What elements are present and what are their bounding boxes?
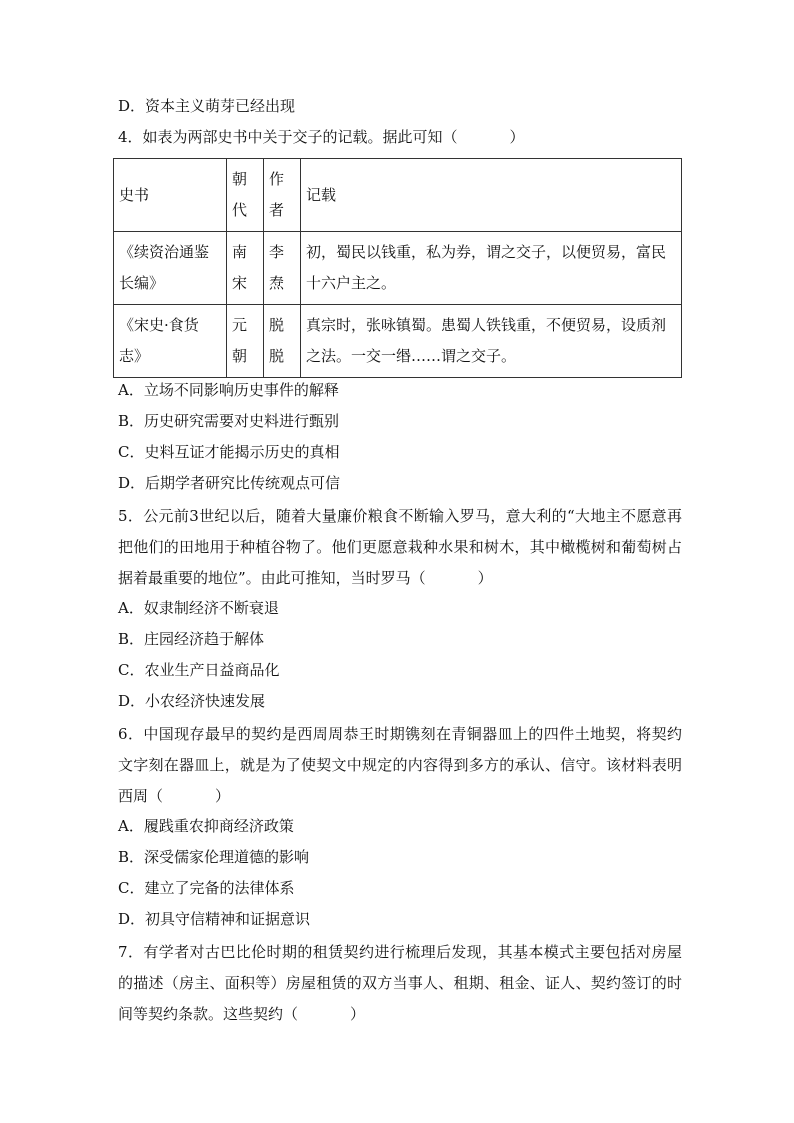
q4-stem [118,127,688,147]
cell-book: 《续资治通鉴长编》 [114,232,227,305]
q4-stem-close: ） [509,128,525,146]
q5-option-d: D．小农经济快速发展 [118,692,266,710]
header-author: 作者 [264,159,301,232]
q7-stem [118,937,682,1030]
q4-option-c: C．史料互证才能揭示历史的真相 [118,443,340,461]
table-header-row [114,159,682,232]
q5-stem-close: ） [477,569,493,587]
q3-option-d: D．资本主义萌芽已经出现 [118,97,296,115]
cell-author: 李焘 [264,232,301,305]
q4-option-a: A．立场不同影响历史事件的解释 [118,381,339,399]
cell-record: 真宗时，张咏镇蜀。患蜀人铁钱重，不便贸易，设质剂之法。一交一缗……谓之交子。 [301,305,682,378]
q4-stem-text: 4．如表为两部史书中关于交子的记载。据此可知（ [118,128,458,146]
q5-stem-text: 5．公元前3世纪以后，随着大量廉价粮食不断输入罗马，意大利的“大地主不愿意再把他们的田地用于种植谷物了。他们更愿意栽种水果和树木，其中橄榄树和葡萄树占据着最重要的地位”。由此可推知，当时罗马（ [118,507,682,587]
q6-option-a: A．履践重农抑商经济政策 [118,817,294,835]
table-row [114,232,682,305]
cell-author: 脱脱 [264,305,301,378]
q5-stem [118,501,682,594]
q6-stem-text: 6．中国现存最早的契约是西周周恭王时期镌刻在青铜器皿上的四件土地契，将契约文字刻在器皿上，就是为了使契文中规定的内容得到多方的承认、信守。该材料表明西周（ [118,725,682,805]
q4-option-b: B．历史研究需要对史料进行甄别 [118,412,340,430]
cell-dynasty: 南宋 [227,232,264,305]
q6-stem-close: ） [215,787,231,805]
q5-option-b: B．庄园经济趋于解体 [118,630,265,648]
q6-stem [118,719,682,812]
header-record: 记载 [301,159,682,232]
q5-option-a: A．奴隶制经济不断衰退 [118,599,279,617]
cell-book: 《宋史·食货志》 [114,305,227,378]
q6-option-b: B．深受儒家伦理道德的影响 [118,848,310,866]
q5-option-c: C．农业生产日益商品化 [118,661,280,679]
cell-record: 初，蜀民以钱重，私为券，谓之交子，以便贸易，富民十六户主之。 [301,232,682,305]
q7-stem-text: 7．有学者对古巴比伦时期的租赁契约进行梳理后发现，其基本模式主要包括对房屋的描述（房主、面积等）房屋租赁的双方当事人、租期、租金、证人、契约签订的时间等契约条款。这些契约（ [118,943,682,1023]
q6-option-d: D．初具守信精神和证据意识 [118,910,311,928]
q4-option-d: D．后期学者研究比传统观点可信 [118,474,341,492]
cell-dynasty: 元朝 [227,305,264,378]
q4-records-table [113,158,682,378]
header-book: 史书 [114,159,227,232]
q6-option-c: C．建立了完备的法律体系 [118,879,295,897]
q7-stem-close: ） [350,1005,366,1023]
header-dynasty: 朝代 [227,159,264,232]
table-row [114,305,682,378]
